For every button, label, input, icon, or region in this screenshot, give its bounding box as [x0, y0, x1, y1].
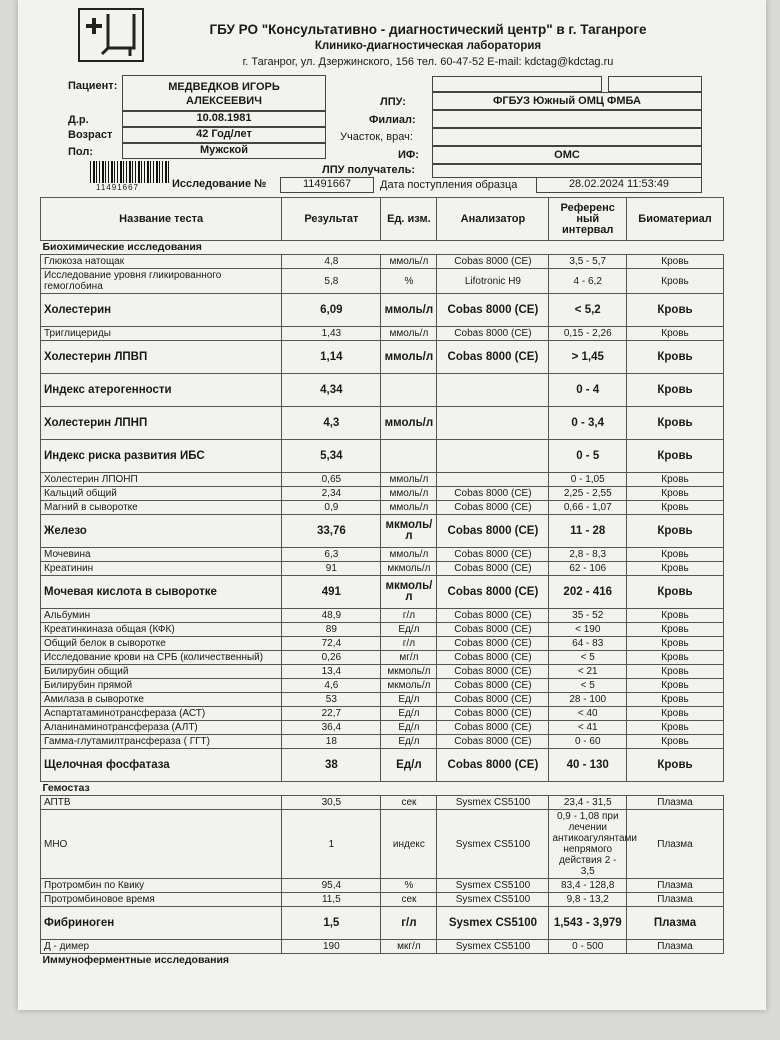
table-row	[41, 501, 724, 515]
cell-analyzer: Cobas 8000 (CE)	[437, 749, 549, 782]
cell-analyzer	[437, 374, 549, 407]
cell-result: 30,5	[282, 796, 381, 810]
patient-name-line2: АЛЕКСЕЕВИЧ	[186, 95, 262, 107]
cell-name: Амилаза в сыворотке	[41, 693, 282, 707]
cell-name: Магний в сыворотке	[41, 501, 282, 515]
cell-result: 48,9	[282, 609, 381, 623]
cell-ref: 28 - 100	[549, 693, 627, 707]
cell-analyzer: Cobas 8000 (CE)	[437, 679, 549, 693]
cell-result: 36,4	[282, 721, 381, 735]
cell-analyzer	[437, 407, 549, 440]
cell-analyzer: Cobas 8000 (CE)	[437, 255, 549, 269]
cell-result: 18	[282, 735, 381, 749]
study-label: Исследование №	[172, 178, 267, 190]
sex-label: Пол:	[68, 146, 94, 158]
cell-bio: Плазма	[627, 879, 724, 893]
address-line: г. Таганрог, ул. Дзержинского, 156 тел. 60-47-52 E-mail: kdctag@kdctag.ru	[242, 56, 614, 68]
cell-name: Гамма-глутамилтрансфераза ( ГГТ)	[41, 735, 282, 749]
cell-unit: ммоль/л	[381, 294, 437, 327]
cell-analyzer: Cobas 8000 (CE)	[437, 501, 549, 515]
cell-analyzer: Cobas 8000 (CE)	[437, 693, 549, 707]
cell-name: МНО	[41, 810, 282, 879]
table-row	[41, 327, 724, 341]
table-row	[41, 473, 724, 487]
lab-title: Клинико-диагностическая лаборатория	[314, 40, 542, 52]
cell-name: Щелочная фосфатаза	[41, 749, 282, 782]
cell-bio: Кровь	[627, 487, 724, 501]
patient-name-box	[122, 75, 326, 111]
cell-name: Аланинаминотрансфераза (АЛТ)	[41, 721, 282, 735]
cell-result: 5,34	[282, 440, 381, 473]
study-number: 11491667	[280, 177, 374, 193]
cell-bio: Кровь	[627, 637, 724, 651]
section-title: Иммуноферментные исследования	[42, 954, 230, 966]
table-row	[41, 269, 724, 294]
table-row	[41, 693, 724, 707]
cell-ref: 40 - 130	[549, 749, 627, 782]
cell-ref: 64 - 83	[549, 637, 627, 651]
cell-result: 33,76	[282, 515, 381, 548]
cell-unit: Ед/л	[381, 707, 437, 721]
cell-analyzer: Cobas 8000 (CE)	[437, 665, 549, 679]
cell-analyzer: Cobas 8000 (CE)	[437, 651, 549, 665]
table-row	[41, 907, 724, 940]
cell-unit: Ед/л	[381, 735, 437, 749]
cell-result: 38	[282, 749, 381, 782]
cell-ref: 2,8 - 8,3	[549, 548, 627, 562]
filial-value	[432, 110, 702, 128]
cell-bio: Кровь	[627, 407, 724, 440]
table-row	[41, 609, 724, 623]
cell-name: Мочевина	[41, 548, 282, 562]
table-row	[41, 440, 724, 473]
table-row	[41, 374, 724, 407]
cell-result: 1	[282, 810, 381, 879]
table-row	[41, 255, 724, 269]
cell-bio: Кровь	[627, 693, 724, 707]
cell-analyzer: Cobas 8000 (CE)	[437, 637, 549, 651]
cell-unit: Ед/л	[381, 721, 437, 735]
table-row	[41, 407, 724, 440]
cell-bio: Плазма	[627, 893, 724, 907]
cell-unit	[381, 374, 437, 407]
cell-analyzer	[437, 473, 549, 487]
cell-name: Протромбиновое время	[41, 893, 282, 907]
table-row	[41, 651, 724, 665]
lpu-recipient-value	[432, 164, 702, 178]
cell-bio: Кровь	[627, 651, 724, 665]
cell-bio: Кровь	[627, 562, 724, 576]
table-row	[41, 893, 724, 907]
cell-name: Холестерин ЛПВП	[41, 341, 282, 374]
cell-ref: 23,4 - 31,5	[549, 796, 627, 810]
table-row	[41, 548, 724, 562]
cell-bio: Кровь	[627, 749, 724, 782]
cell-bio: Кровь	[627, 269, 724, 294]
cell-unit: ммоль/л	[381, 501, 437, 515]
cell-bio: Кровь	[627, 548, 724, 562]
cell-name: Триглицериды	[41, 327, 282, 341]
cell-analyzer: Cobas 8000 (CE)	[437, 562, 549, 576]
cell-result: 4,3	[282, 407, 381, 440]
cell-unit: мг/л	[381, 651, 437, 665]
cell-analyzer: Cobas 8000 (CE)	[437, 623, 549, 637]
cell-analyzer: Sysmex CS5100	[437, 796, 549, 810]
cell-result: 95,4	[282, 879, 381, 893]
table-row	[41, 707, 724, 721]
cell-result: 190	[282, 940, 381, 954]
dob-value: 10.08.1981	[122, 111, 326, 127]
cell-bio: Кровь	[627, 576, 724, 609]
barcode-number: 11491667	[96, 183, 139, 192]
cell-unit: г/л	[381, 609, 437, 623]
cell-ref: > 1,45	[549, 341, 627, 374]
cell-name: Протромбин по Квику	[41, 879, 282, 893]
cell-result: 491	[282, 576, 381, 609]
cell-analyzer: Cobas 8000 (CE)	[437, 341, 549, 374]
filial-label: Филиал:	[369, 114, 416, 126]
cell-analyzer	[437, 440, 549, 473]
lpu-value: ФГБУЗ Южный ОМЦ ФМБА	[432, 92, 702, 110]
cell-name: Альбумин	[41, 609, 282, 623]
cell-name: Холестерин	[41, 294, 282, 327]
cell-analyzer: Cobas 8000 (CE)	[437, 327, 549, 341]
table-header-row	[41, 198, 724, 241]
cell-analyzer: Cobas 8000 (CE)	[437, 487, 549, 501]
cell-result: 91	[282, 562, 381, 576]
cell-unit: г/л	[381, 907, 437, 940]
cell-result: 0,26	[282, 651, 381, 665]
col-header-ref: Референс ный интервал	[549, 198, 627, 241]
results-table	[40, 197, 724, 967]
cell-result: 1,14	[282, 341, 381, 374]
cell-name: Креатинин	[41, 562, 282, 576]
org-title: ГБУ РО "Консультативно - диагностический центр" в г. Таганроге	[209, 22, 647, 37]
cell-result: 1,43	[282, 327, 381, 341]
cell-ref: 3,5 - 5,7	[549, 255, 627, 269]
cell-bio: Кровь	[627, 515, 724, 548]
date-label: Дата поступления образца	[380, 179, 518, 191]
cell-unit: %	[381, 269, 437, 294]
cell-analyzer: Sysmex CS5100	[437, 810, 549, 879]
table-row	[41, 341, 724, 374]
cell-bio: Кровь	[627, 679, 724, 693]
table-row	[41, 562, 724, 576]
cell-unit: сек	[381, 796, 437, 810]
cell-result: 4,34	[282, 374, 381, 407]
table-row	[41, 665, 724, 679]
cell-bio: Плазма	[627, 810, 724, 879]
cell-result: 4,8	[282, 255, 381, 269]
cell-name: Индекс риска развития ИБС	[41, 440, 282, 473]
cell-unit: мкмоль/л	[381, 562, 437, 576]
cell-name: Глюкоза натощак	[41, 255, 282, 269]
cell-result: 1,5	[282, 907, 381, 940]
cell-bio: Кровь	[627, 707, 724, 721]
cell-analyzer: Cobas 8000 (CE)	[437, 294, 549, 327]
cell-unit: ммоль/л	[381, 341, 437, 374]
lpu-recipient-label: ЛПУ получатель:	[322, 164, 415, 176]
col-header-result: Результат	[282, 198, 381, 241]
cell-ref: < 41	[549, 721, 627, 735]
table-row	[41, 940, 724, 954]
table-row	[41, 810, 724, 879]
cell-result: 13,4	[282, 665, 381, 679]
blank-box-1	[432, 76, 602, 92]
cell-result: 11,5	[282, 893, 381, 907]
cell-name: Мочевая кислота в сыворотке	[41, 576, 282, 609]
table-row	[41, 679, 724, 693]
cell-bio: Кровь	[627, 255, 724, 269]
cell-bio: Кровь	[627, 665, 724, 679]
cell-ref: 0 - 500	[549, 940, 627, 954]
sex-value: Мужской	[122, 143, 326, 159]
cell-analyzer: Cobas 8000 (CE)	[437, 609, 549, 623]
cell-unit	[381, 440, 437, 473]
cell-ref: < 21	[549, 665, 627, 679]
cell-bio: Плазма	[627, 940, 724, 954]
age-label: Возраст	[68, 129, 113, 141]
cell-unit: мкг/л	[381, 940, 437, 954]
cell-result: 6,09	[282, 294, 381, 327]
table-row	[41, 576, 724, 609]
cell-ref: 0 - 3,4	[549, 407, 627, 440]
cell-bio: Кровь	[627, 327, 724, 341]
cell-name: Креатинкиназа общая (КФК)	[41, 623, 282, 637]
cell-bio: Плазма	[627, 907, 724, 940]
uchastok-value	[432, 128, 702, 146]
cell-analyzer: Sysmex CS5100	[437, 893, 549, 907]
cell-name: Холестерин ЛПОНП	[41, 473, 282, 487]
cell-result: 53	[282, 693, 381, 707]
col-header-biomaterial: Биоматериал	[627, 198, 724, 241]
if-value: ОМС	[432, 146, 702, 164]
cell-name: Общий белок в сыворотке	[41, 637, 282, 651]
cell-unit: Ед/л	[381, 693, 437, 707]
cell-ref: 35 - 52	[549, 609, 627, 623]
cell-ref: 202 - 416	[549, 576, 627, 609]
cell-ref: 11 - 28	[549, 515, 627, 548]
cell-name: Железо	[41, 515, 282, 548]
cell-bio: Кровь	[627, 341, 724, 374]
section-header	[41, 954, 724, 968]
cell-analyzer: Cobas 8000 (CE)	[437, 576, 549, 609]
cell-result: 0,65	[282, 473, 381, 487]
cell-result: 2,34	[282, 487, 381, 501]
cell-unit: сек	[381, 893, 437, 907]
lpu-label: ЛПУ:	[380, 96, 406, 108]
col-header-test: Название теста	[41, 198, 282, 241]
cell-unit: мкмоль/л	[381, 665, 437, 679]
cell-bio: Кровь	[627, 473, 724, 487]
col-header-analyzer: Анализатор	[437, 198, 549, 241]
cell-analyzer: Cobas 8000 (CE)	[437, 735, 549, 749]
lab-report-sheet	[18, 0, 766, 1010]
uchastok-label: Участок, врач:	[340, 131, 413, 143]
col-header-unit: Ед. изм.	[381, 198, 437, 241]
if-label: ИФ:	[398, 149, 419, 161]
cell-unit: мкмоль/л	[381, 679, 437, 693]
cell-unit: ммоль/л	[381, 548, 437, 562]
cell-bio: Кровь	[627, 501, 724, 515]
cell-ref: 0 - 5	[549, 440, 627, 473]
blank-box-2	[608, 76, 702, 92]
cell-unit: Ед/л	[381, 623, 437, 637]
cell-name: Билирубин общий	[41, 665, 282, 679]
cell-ref: 4 - 6,2	[549, 269, 627, 294]
age-value: 42 Год/лет	[122, 127, 326, 143]
table-row	[41, 623, 724, 637]
cell-analyzer: Lifotronic H9	[437, 269, 549, 294]
patient-name-line1: МЕДВЕДКОВ ИГОРЬ	[168, 81, 280, 93]
cell-analyzer: Sysmex CS5100	[437, 879, 549, 893]
cell-bio: Кровь	[627, 623, 724, 637]
table-row	[41, 879, 724, 893]
cell-analyzer: Cobas 8000 (CE)	[437, 721, 549, 735]
cell-ref: < 5,2	[549, 294, 627, 327]
cell-analyzer: Cobas 8000 (CE)	[437, 707, 549, 721]
cell-unit: ммоль/л	[381, 327, 437, 341]
cell-unit: мкмоль/л	[381, 576, 437, 609]
cell-ref: 2,25 - 2,55	[549, 487, 627, 501]
cell-ref: 0,15 - 2,26	[549, 327, 627, 341]
cell-bio: Кровь	[627, 735, 724, 749]
cell-unit: %	[381, 879, 437, 893]
table-row	[41, 515, 724, 548]
date-value: 28.02.2024 11:53:49	[536, 177, 702, 193]
cell-analyzer: Sysmex CS5100	[437, 907, 549, 940]
cell-unit: индекс	[381, 810, 437, 879]
table-row	[41, 796, 724, 810]
table-row	[41, 487, 724, 501]
section-header	[41, 782, 724, 796]
cell-ref: < 5	[549, 651, 627, 665]
cell-name: Фибриноген	[41, 907, 282, 940]
cell-analyzer: Sysmex CS5100	[437, 940, 549, 954]
cell-name: Д - димер	[41, 940, 282, 954]
cell-unit: мкмоль/л	[381, 515, 437, 548]
cell-ref: < 40	[549, 707, 627, 721]
cell-unit: Ед/л	[381, 749, 437, 782]
cell-ref: < 190	[549, 623, 627, 637]
cell-unit: ммоль/л	[381, 255, 437, 269]
cell-unit: ммоль/л	[381, 487, 437, 501]
cell-ref: 0 - 1,05	[549, 473, 627, 487]
cell-bio: Кровь	[627, 374, 724, 407]
cell-name: АПТВ	[41, 796, 282, 810]
cell-ref: 0 - 60	[549, 735, 627, 749]
cell-analyzer: Cobas 8000 (CE)	[437, 515, 549, 548]
cell-ref: 1,543 - 3,979	[549, 907, 627, 940]
cell-ref: < 5	[549, 679, 627, 693]
cell-ref: 0 - 4	[549, 374, 627, 407]
patient-label: Пациент:	[68, 80, 118, 92]
cell-result: 89	[282, 623, 381, 637]
cell-ref: 9,8 - 13,2	[549, 893, 627, 907]
barcode-icon	[90, 161, 170, 183]
cell-unit: ммоль/л	[381, 407, 437, 440]
cell-result: 72,4	[282, 637, 381, 651]
cell-bio: Кровь	[627, 721, 724, 735]
cell-name: Исследование уровня гликированного гемоглобина	[41, 269, 282, 294]
cell-name: Билирубин прямой	[41, 679, 282, 693]
center-logo-icon	[78, 8, 144, 62]
cell-analyzer: Cobas 8000 (CE)	[437, 548, 549, 562]
table-row	[41, 294, 724, 327]
cell-name: Индекс атерогенности	[41, 374, 282, 407]
cell-ref: 83,4 - 128,8	[549, 879, 627, 893]
table-row	[41, 735, 724, 749]
cell-result: 0,9	[282, 501, 381, 515]
cell-result: 5,8	[282, 269, 381, 294]
section-header	[41, 241, 724, 255]
cell-bio: Плазма	[627, 796, 724, 810]
section-title: Биохимические исследования	[42, 241, 202, 253]
cell-bio: Кровь	[627, 294, 724, 327]
cell-result: 22,7	[282, 707, 381, 721]
cell-unit: ммоль/л	[381, 473, 437, 487]
cell-name: Кальций общий	[41, 487, 282, 501]
cell-unit: г/л	[381, 637, 437, 651]
cell-result: 6,3	[282, 548, 381, 562]
cell-result: 4,6	[282, 679, 381, 693]
cell-ref: 0,9 - 1,08 при лечении антикоагулянтами непрямого действия 2 - 3,5	[549, 810, 627, 879]
table-row	[41, 721, 724, 735]
dob-label: Д.р.	[68, 114, 89, 126]
cell-bio: Кровь	[627, 609, 724, 623]
table-row	[41, 637, 724, 651]
cell-ref: 0,66 - 1,07	[549, 501, 627, 515]
cell-name: Холестерин ЛПНП	[41, 407, 282, 440]
table-row	[41, 749, 724, 782]
cell-name: Аспартатаминотрансфераза (АСТ)	[41, 707, 282, 721]
section-title: Гемостаз	[42, 782, 90, 794]
cell-bio: Кровь	[627, 440, 724, 473]
cell-name: Исследование крови на СРБ (количественный)	[41, 651, 282, 665]
cell-ref: 62 - 106	[549, 562, 627, 576]
